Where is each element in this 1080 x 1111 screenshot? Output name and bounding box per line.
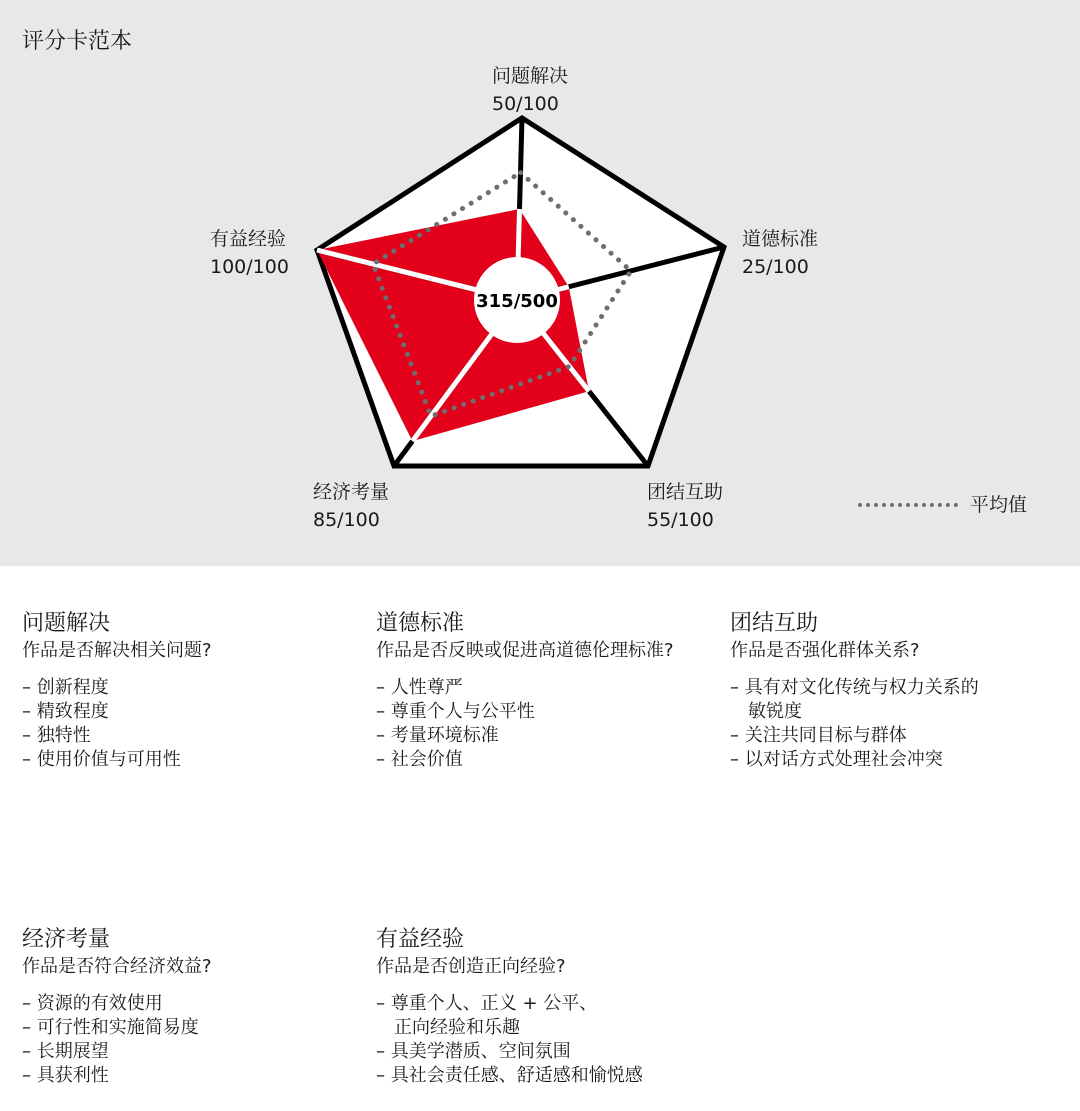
criterion-question: 作品是否反映或促进高道德伦理标准?: [376, 640, 674, 661]
legend-dotted-swatch: [858, 503, 958, 511]
list-item: – 具有对文化传统与权力关系的 敏锐度: [730, 676, 1070, 724]
axis-label-ethics: 道德标准 25/100: [742, 228, 819, 278]
list-item: – 精致程度: [22, 700, 362, 724]
list-item: – 创新程度: [22, 676, 362, 700]
list-item: – 资源的有效使用: [22, 992, 362, 1016]
axis-label-solidarity: 团结互助 55/100: [647, 481, 724, 531]
criterion-economy: [22, 926, 362, 1088]
criterion-title: 有益经验: [376, 927, 465, 952]
criterion-title: 问题解决: [22, 611, 111, 636]
list-item: – 考量环境标准: [376, 724, 716, 748]
criterion-question: 作品是否解决相关问题?: [22, 640, 212, 661]
criterion-ethics: [376, 610, 716, 772]
chart-title: 评分卡范本: [22, 29, 133, 54]
criterion-solidarity: [730, 610, 1070, 772]
criterion-problem-solving: [22, 610, 362, 772]
list-item: – 尊重个人、正义 + 公平、 正向经验和乐趣: [376, 992, 716, 1040]
axis-label-problem-solving: 问题解决 50/100: [492, 65, 569, 115]
list-item: – 关注共同目标与群体: [730, 724, 1070, 748]
list-item: – 长期展望: [22, 1040, 362, 1064]
criterion-question: 作品是否强化群体关系?: [730, 640, 920, 661]
list-item: – 具获利性: [22, 1064, 362, 1088]
axis-label-economy: 经济考量 85/100: [313, 481, 390, 531]
list-item: – 尊重个人与公平性: [376, 700, 716, 724]
criterion-title: 道德标准: [376, 611, 465, 636]
axis-label-experience: 有益经验 100/100: [210, 228, 289, 278]
list-item: – 人性尊严: [376, 676, 716, 700]
criterion-title: 经济考量: [22, 927, 111, 952]
legend-average-label: 平均值: [970, 494, 1028, 516]
list-item: – 独特性: [22, 724, 362, 748]
list-item: – 社会价值: [376, 748, 716, 772]
criterion-question: 作品是否创造正向经验?: [376, 956, 566, 977]
legend: [858, 490, 1027, 517]
list-item: – 具社会责任感、舒适感和愉悦感: [376, 1064, 716, 1088]
center-total-label: 315/500: [476, 291, 558, 312]
criterion-title: 团结互助: [730, 611, 819, 636]
list-item: – 具美学潜质、空间氛围: [376, 1040, 716, 1064]
criterion-experience: [376, 926, 716, 1088]
list-item: – 使用价值与可用性: [22, 748, 362, 772]
criterion-question: 作品是否符合经济效益?: [22, 956, 212, 977]
list-item: – 以对话方式处理社会冲突: [730, 748, 1070, 772]
list-item: – 可行性和实施简易度: [22, 1016, 362, 1040]
